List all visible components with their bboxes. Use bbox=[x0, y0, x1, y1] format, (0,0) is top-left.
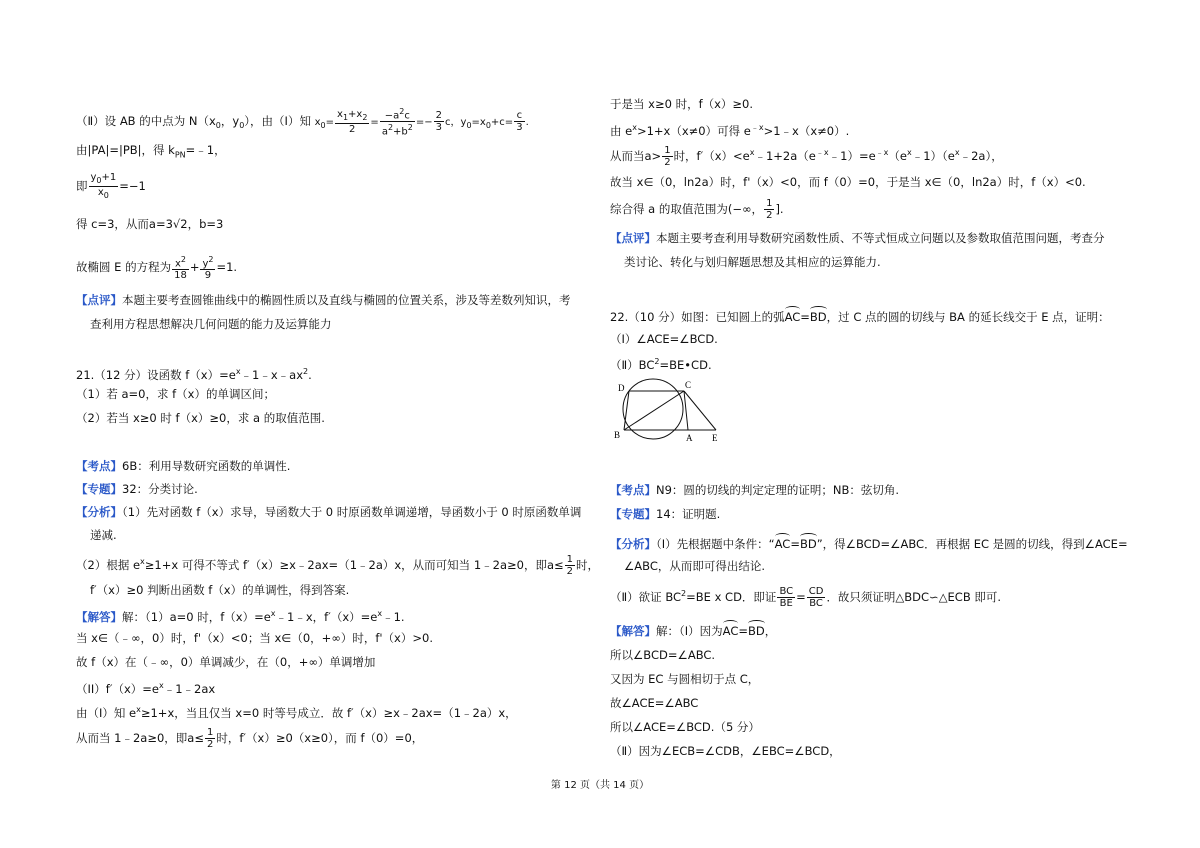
label-c: C bbox=[685, 380, 692, 390]
q22-fenxi-2: ∠ABC，从而即可得出结论. bbox=[624, 559, 766, 573]
right-review-1: 【点评】本题主要考查利用导数研究函数性质、不等式恒成立问题以及参数取值范围问题，考查分 bbox=[610, 231, 1105, 245]
midpoint-equation: $x_0=$ $\frac{x_1+x_2}{2}$ = $\frac{-a^2c}{a^2+b^2}$ =− $\frac{2}{3}$ c，$y_0=x_0+c=$ $\frac{c}{3}$ . bbox=[314, 107, 529, 138]
right-review-2: 类讨论、转化与划归解题思想及其相应的运算能力. bbox=[624, 255, 881, 269]
right-line-5: 综合得 a 的取值范围为(−∞， $\frac{1}{2}$ ]. bbox=[610, 198, 784, 221]
q22-kaodian: 【考点】N9：圆的切线的判定定理的证明；NB：弦切角. bbox=[610, 483, 900, 497]
right-line-3: 从而当a> $\frac{1}{2}$ 时，$f'(x)<e^x﹣1+2a(e^{﹣x}﹣1)=e^{﹣x}(e^x﹣1)(e^x﹣2a)$， bbox=[610, 145, 1003, 168]
q21-jieda-3: 故 f（x）在（﹣∞，0）单调减少，在（0，+∞）单调增加 bbox=[76, 655, 376, 669]
right-line-4: 故当 x∈（0，ln2a）时，f'（x）<0，而 f（0）=0，于是当 x∈（0，ln2a）时，f（x）<0. bbox=[610, 175, 1086, 189]
q21-kaodian: 【考点】6B：利用导数研究函数的单调性. bbox=[76, 459, 291, 473]
q22-jieda-2: 所以∠BCD=∠ABC. bbox=[610, 648, 716, 662]
q22-jieda-3: 又因为 EC 与圆相切于点 C， bbox=[610, 672, 760, 686]
left-review-2: 查利用方程思想解决几何问题的能力及运算能力 bbox=[90, 317, 332, 331]
left-line-3: 即 $\frac{y_0+1}{x_0}$ =−1 bbox=[76, 172, 146, 200]
q22-jieda-6: （Ⅱ）因为∠ECB=∠CDB，∠EBC=∠BCD， bbox=[610, 744, 841, 758]
q21-fenxi-3: （2）根据 $e^x\ge 1+x$ 可得不等式 f′（x）≥x﹣2ax=（1﹣2a）x，从而可知当 1﹣2a≥0，即a≤ $\frac{1}{2}$ 时， bbox=[76, 554, 600, 577]
q22-part2: $(Ⅱ)BC^2=BE•CD$. bbox=[610, 357, 712, 372]
q21-title: 21.（12 分）设函数 $f(x)=e^x﹣1﹣x﹣ax^2$. bbox=[76, 367, 312, 382]
q21-part1: （1）若 a=0，求 f（x）的单调区间； bbox=[76, 387, 275, 401]
q22-jieda-5: 所以∠ACE=∠BCD.（5 分） bbox=[610, 720, 760, 734]
q21-jieda-4: $(II)f'(x)=e^x﹣1﹣2ax$ bbox=[76, 681, 216, 696]
q22-part1: （Ⅰ）∠ACE=∠BCD. bbox=[610, 332, 718, 346]
q22-fenxi-1: 【分析】（Ⅰ）先根据题中条件：“AC=BD”，得∠BCD=∠ABC．再根据 EC 是圆的切线，得到∠ACE= bbox=[610, 533, 1128, 552]
q21-jieda-5: 由（I）知 $e^x\ge 1+x$，当且仅当 x=0 时等号成立．故 f′（x）≥x﹣2ax=（1﹣2a）x， bbox=[76, 705, 517, 720]
label-d: D bbox=[618, 383, 625, 393]
page-footer: 第 12 页（共 14 页） bbox=[550, 780, 650, 791]
left-line-5: 故椭圆 E 的方程为 $\frac{x^2}{18}$ + $\frac{y^2}{9}$ =1. bbox=[76, 255, 238, 282]
left-review-1: 【点评】本题主要考查圆锥曲线中的椭圆性质以及直线与椭圆的位置关系，涉及等差数列知识，考 bbox=[76, 293, 571, 307]
q21-fenxi-4: f′（x）≥0 判断出函数 f（x）的单调性，得到答案. bbox=[90, 583, 350, 597]
q22-fenxi-3: （Ⅱ）欲证 $BC^2=BE$ x CD．即证 $\frac{BC}{BE}$ = $\frac{CD}{BC}$ ．故只须证明△BDC∽△ECB 即可. bbox=[610, 586, 1002, 609]
q21-part2: （2）若当 x≥0 时 f（x）≥0，求 a 的取值范围. bbox=[76, 411, 325, 425]
q22-zhuanti: 【专题】14：证明题. bbox=[610, 507, 721, 521]
left-line-4: 得 c=3，从而a=3√2，b=3 bbox=[76, 217, 224, 231]
q22-title: 22.（10 分）如图：已知圆上的弧AC=BD，过 C 点的圆的切线与 BA 的延长线交于 E 点，证明： bbox=[610, 306, 1110, 325]
q21-jieda-6: 从而当 1﹣2a≥0，即a≤ $\frac{1}{2}$ 时，f′（x）≥0（x≥0），而 f（0）=0， bbox=[76, 727, 424, 750]
left-line-1: （Ⅱ）设 AB 的中点为 $N(x_0$，$y_0$），由（Ⅰ）知 $x_0=$ $\frac{x_1+x_2}{2}$ = $\frac{-a^2c}{a^2+b^2}$ =− $\frac{2}{3}$ c，$y_0=x_0+c=$ $\frac{c}{3}$ . bbox=[76, 107, 529, 138]
right-line-1: 于是当 x≥0 时，f（x）≥0. bbox=[610, 97, 754, 111]
left-line-2: 由|PA|=|PB|，得 $k_{PN}=﹣1$， bbox=[76, 143, 226, 160]
q21-fenxi-1: 【分析】（1）先对函数 f（x）求导，导函数大于 0 时原函数单调递增，导函数小于 0 时原函数单调 bbox=[76, 505, 582, 519]
q22-jieda-1: 【解答】解：（Ⅰ）因为AC=BD， bbox=[610, 620, 776, 639]
q21-jieda-1: 【解答】解：（1）a=0 时，$f(x)=e^x﹣1﹣x$，$f'(x)=e^x﹣1$. bbox=[76, 609, 405, 624]
label-b: B bbox=[614, 430, 621, 440]
label-a: A bbox=[686, 433, 693, 443]
q21-jieda-2: 当 x∈（﹣∞，0）时，f'（x）<0；当 x∈（0，+∞）时，f'（x）>0. bbox=[76, 631, 433, 645]
right-line-2: 由 $e^x>1+x(x\ne 0)$可得 $e^{﹣x}>1﹣x(x\ne 0)$. bbox=[610, 123, 850, 138]
q21-zhuanti: 【专题】32：分类讨论. bbox=[76, 482, 198, 496]
label-e: E bbox=[712, 433, 718, 443]
q21-fenxi-2: 递减. bbox=[90, 528, 117, 542]
circle-tangent-figure bbox=[612, 378, 724, 444]
q22-jieda-4: 故∠ACE=∠ABC bbox=[610, 696, 699, 710]
